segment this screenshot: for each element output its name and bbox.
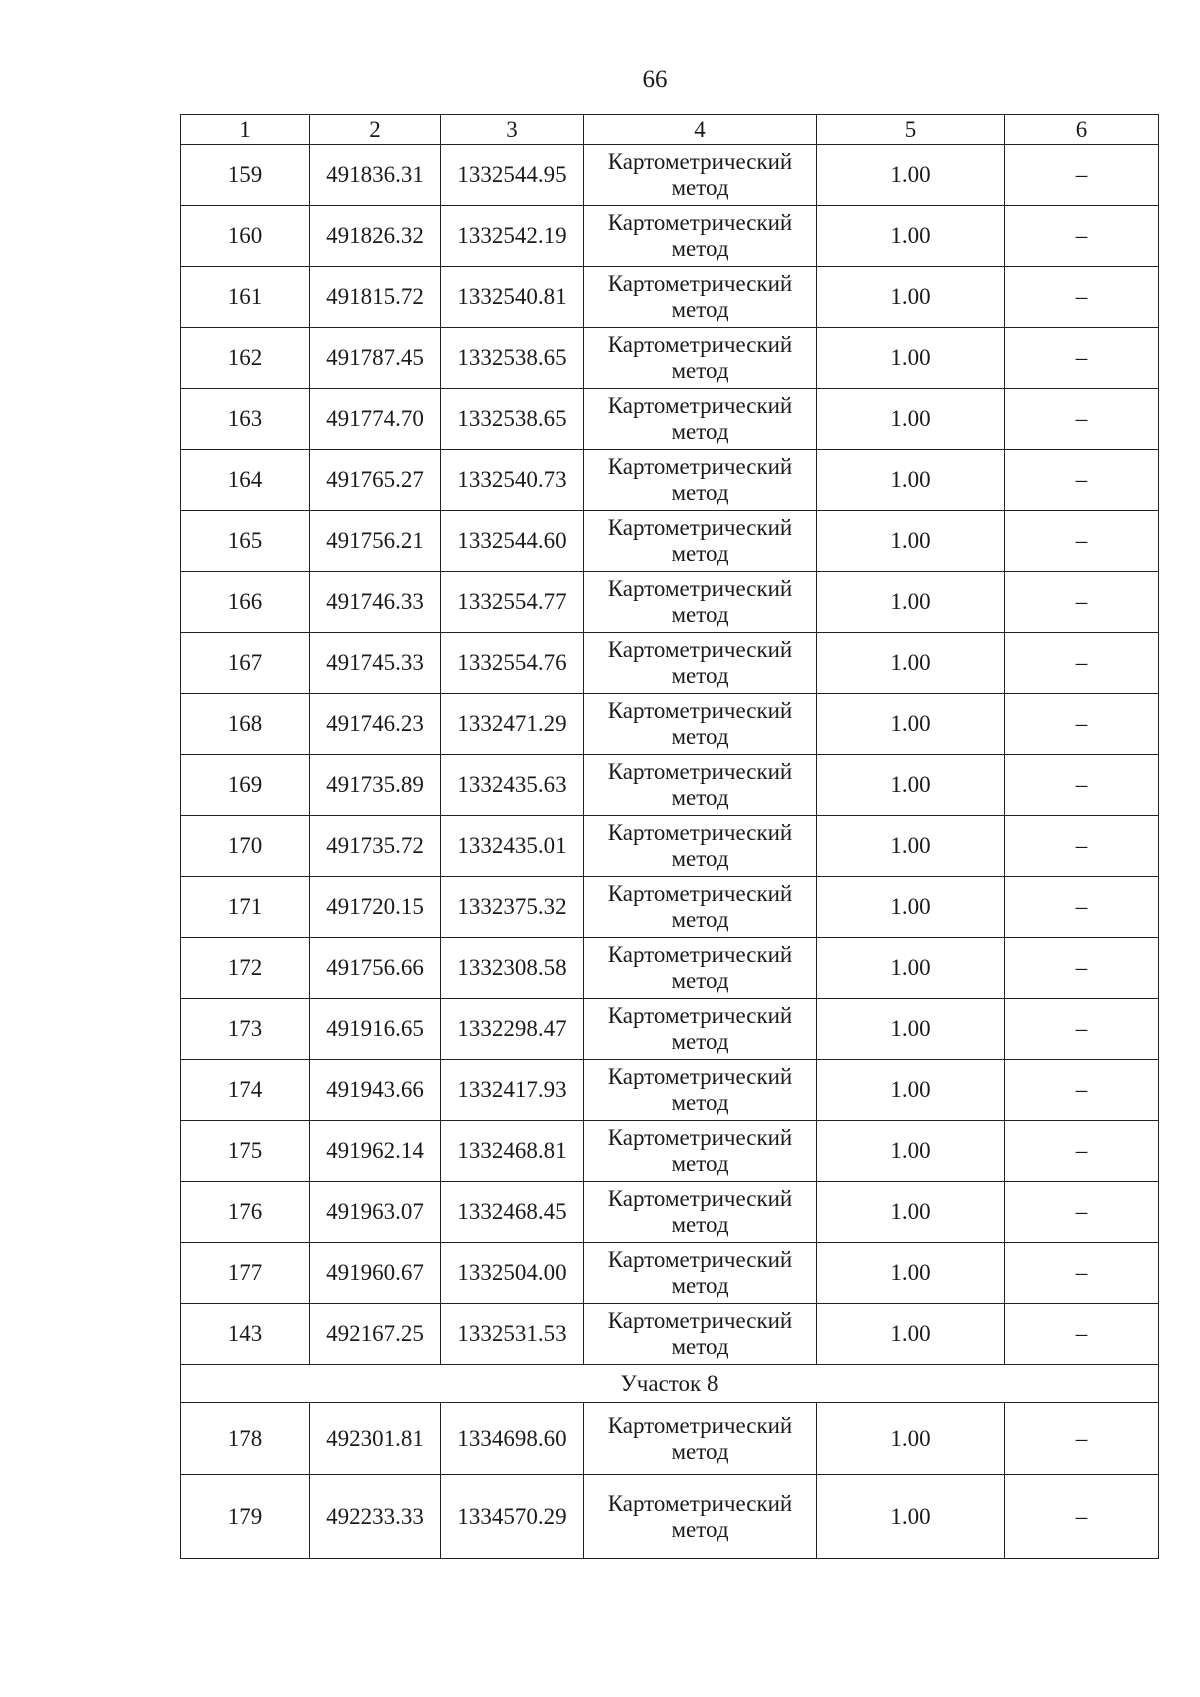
note-cell: – — [1005, 1182, 1159, 1243]
table-row — [181, 1182, 1159, 1243]
x-coordinate-cell: 492167.25 — [310, 1304, 441, 1365]
table-row — [181, 1060, 1159, 1121]
method-cell — [584, 1182, 817, 1243]
point-number-cell: 179 — [181, 1475, 310, 1559]
table-row — [181, 1403, 1159, 1475]
accuracy-cell: 1.00 — [817, 511, 1005, 572]
x-coordinate-cell: 491746.33 — [310, 572, 441, 633]
point-number-cell: 143 — [181, 1304, 310, 1365]
table-row — [181, 938, 1159, 999]
x-coordinate-cell: 491826.32 — [310, 206, 441, 267]
y-coordinate-cell: 1334570.29 — [441, 1475, 584, 1559]
note-cell: – — [1005, 328, 1159, 389]
method-cell — [584, 633, 817, 694]
accuracy-cell: 1.00 — [817, 1121, 1005, 1182]
method-line-2: метод — [671, 724, 729, 749]
method-cell — [584, 877, 817, 938]
point-number-cell: 162 — [181, 328, 310, 389]
method-line-2: метод — [671, 968, 729, 993]
x-coordinate-cell: 491960.67 — [310, 1243, 441, 1304]
x-coordinate-cell: 492233.33 — [310, 1475, 441, 1559]
method-line-2: метод — [671, 1212, 729, 1237]
table-row — [181, 511, 1159, 572]
method-cell — [584, 206, 817, 267]
x-coordinate-cell: 491765.27 — [310, 450, 441, 511]
accuracy-cell: 1.00 — [817, 999, 1005, 1060]
note-cell: – — [1005, 694, 1159, 755]
method-line-1: Картометрический — [607, 576, 793, 601]
column-header: 1 — [181, 115, 310, 145]
y-coordinate-cell: 1332531.53 — [441, 1304, 584, 1365]
y-coordinate-cell: 1332298.47 — [441, 999, 584, 1060]
note-cell: – — [1005, 511, 1159, 572]
table-row — [181, 1121, 1159, 1182]
method-cell — [584, 572, 817, 633]
note-cell: – — [1005, 1060, 1159, 1121]
note-cell: – — [1005, 816, 1159, 877]
method-line-2: метод — [671, 846, 729, 871]
method-line-2: метод — [671, 663, 729, 688]
method-cell — [584, 1243, 817, 1304]
method-line-1: Картометрический — [607, 759, 793, 784]
x-coordinate-cell: 491787.45 — [310, 328, 441, 389]
point-number-cell: 172 — [181, 938, 310, 999]
method-line-1: Картометрический — [607, 1412, 793, 1438]
point-number-cell: 169 — [181, 755, 310, 816]
method-line-1: Картометрический — [607, 515, 793, 540]
point-number-cell: 174 — [181, 1060, 310, 1121]
accuracy-cell: 1.00 — [817, 633, 1005, 694]
method-cell — [584, 1403, 817, 1475]
point-number-cell: 173 — [181, 999, 310, 1060]
y-coordinate-cell: 1332540.81 — [441, 267, 584, 328]
note-cell: – — [1005, 267, 1159, 328]
accuracy-cell: 1.00 — [817, 1243, 1005, 1304]
x-coordinate-cell: 491943.66 — [310, 1060, 441, 1121]
accuracy-cell: 1.00 — [817, 572, 1005, 633]
note-cell: – — [1005, 572, 1159, 633]
y-coordinate-cell: 1332554.76 — [441, 633, 584, 694]
table-row — [181, 389, 1159, 450]
method-line-1: Картометрический — [607, 1490, 793, 1516]
point-number-cell: 176 — [181, 1182, 310, 1243]
accuracy-cell: 1.00 — [817, 1304, 1005, 1365]
column-header: 3 — [441, 115, 584, 145]
table-row — [181, 816, 1159, 877]
note-cell: – — [1005, 389, 1159, 450]
accuracy-cell: 1.00 — [817, 328, 1005, 389]
x-coordinate-cell: 491916.65 — [310, 999, 441, 1060]
method-line-2: метод — [671, 541, 729, 566]
method-line-2: метод — [671, 480, 729, 505]
y-coordinate-cell: 1334698.60 — [441, 1403, 584, 1475]
header-row — [181, 115, 1159, 145]
method-line-2: метод — [671, 1334, 729, 1359]
x-coordinate-cell: 492301.81 — [310, 1403, 441, 1475]
x-coordinate-cell: 491815.72 — [310, 267, 441, 328]
method-line-1: Картометрический — [607, 942, 793, 967]
y-coordinate-cell: 1332504.00 — [441, 1243, 584, 1304]
accuracy-cell: 1.00 — [817, 938, 1005, 999]
table-row — [181, 572, 1159, 633]
method-line-2: метод — [671, 1438, 729, 1464]
accuracy-cell: 1.00 — [817, 1060, 1005, 1121]
method-cell — [584, 816, 817, 877]
method-line-1: Картометрический — [607, 1186, 793, 1211]
accuracy-cell: 1.00 — [817, 450, 1005, 511]
x-coordinate-cell: 491962.14 — [310, 1121, 441, 1182]
point-number-cell: 170 — [181, 816, 310, 877]
section-row — [181, 1365, 1159, 1403]
method-line-2: метод — [671, 1151, 729, 1176]
y-coordinate-cell: 1332544.60 — [441, 511, 584, 572]
accuracy-cell: 1.00 — [817, 816, 1005, 877]
y-coordinate-cell: 1332468.81 — [441, 1121, 584, 1182]
accuracy-cell: 1.00 — [817, 877, 1005, 938]
method-cell — [584, 694, 817, 755]
y-coordinate-cell: 1332542.19 — [441, 206, 584, 267]
y-coordinate-cell: 1332375.32 — [441, 877, 584, 938]
method-line-2: метод — [671, 236, 729, 261]
method-cell — [584, 999, 817, 1060]
method-line-2: метод — [671, 297, 729, 322]
point-number-cell: 161 — [181, 267, 310, 328]
note-cell: – — [1005, 938, 1159, 999]
table-row — [181, 1304, 1159, 1365]
method-line-1: Картометрический — [607, 1125, 793, 1150]
y-coordinate-cell: 1332538.65 — [441, 328, 584, 389]
method-line-2: метод — [671, 785, 729, 810]
method-line-2: метод — [671, 1029, 729, 1054]
accuracy-cell: 1.00 — [817, 145, 1005, 206]
accuracy-cell: 1.00 — [817, 1182, 1005, 1243]
point-number-cell: 159 — [181, 145, 310, 206]
method-line-2: метод — [671, 1273, 729, 1298]
point-number-cell: 168 — [181, 694, 310, 755]
method-line-2: метод — [671, 1090, 729, 1115]
note-cell: – — [1005, 145, 1159, 206]
method-cell — [584, 1121, 817, 1182]
point-number-cell: 163 — [181, 389, 310, 450]
accuracy-cell: 1.00 — [817, 267, 1005, 328]
y-coordinate-cell: 1332468.45 — [441, 1182, 584, 1243]
method-cell — [584, 755, 817, 816]
method-cell — [584, 1304, 817, 1365]
accuracy-cell: 1.00 — [817, 389, 1005, 450]
method-line-2: метод — [671, 358, 729, 383]
method-cell — [584, 145, 817, 206]
method-line-1: Картометрический — [607, 1003, 793, 1028]
note-cell: – — [1005, 1403, 1159, 1475]
y-coordinate-cell: 1332544.95 — [441, 145, 584, 206]
note-cell: – — [1005, 450, 1159, 511]
note-cell: – — [1005, 1121, 1159, 1182]
method-line-1: Картометрический — [607, 1308, 793, 1333]
method-line-1: Картометрический — [607, 454, 793, 479]
x-coordinate-cell: 491745.33 — [310, 633, 441, 694]
section-title: Участок 8 — [181, 1365, 1159, 1403]
method-cell — [584, 1475, 817, 1559]
method-line-2: метод — [671, 1516, 729, 1542]
point-number-cell: 178 — [181, 1403, 310, 1475]
table-row — [181, 633, 1159, 694]
y-coordinate-cell: 1332308.58 — [441, 938, 584, 999]
method-cell — [584, 938, 817, 999]
accuracy-cell: 1.00 — [817, 755, 1005, 816]
point-number-cell: 164 — [181, 450, 310, 511]
y-coordinate-cell: 1332471.29 — [441, 694, 584, 755]
table-row — [181, 267, 1159, 328]
method-cell — [584, 328, 817, 389]
method-line-2: метод — [671, 175, 729, 200]
method-cell — [584, 267, 817, 328]
method-line-1: Картометрический — [607, 210, 793, 235]
table-row — [181, 755, 1159, 816]
method-line-1: Картометрический — [607, 332, 793, 357]
method-line-1: Картометрический — [607, 149, 793, 174]
note-cell: – — [1005, 877, 1159, 938]
method-line-1: Картометрический — [607, 1247, 793, 1272]
table-row — [181, 328, 1159, 389]
table-row — [181, 145, 1159, 206]
table-row — [181, 999, 1159, 1060]
y-coordinate-cell: 1332540.73 — [441, 450, 584, 511]
y-coordinate-cell: 1332554.77 — [441, 572, 584, 633]
method-line-1: Картометрический — [607, 881, 793, 906]
table-row — [181, 877, 1159, 938]
accuracy-cell: 1.00 — [817, 1475, 1005, 1559]
point-number-cell: 167 — [181, 633, 310, 694]
column-header: 2 — [310, 115, 441, 145]
method-cell — [584, 450, 817, 511]
note-cell: – — [1005, 999, 1159, 1060]
x-coordinate-cell: 491963.07 — [310, 1182, 441, 1243]
method-line-2: метод — [671, 602, 729, 627]
point-number-cell: 177 — [181, 1243, 310, 1304]
method-line-1: Картометрический — [607, 637, 793, 662]
column-header: 5 — [817, 115, 1005, 145]
x-coordinate-cell: 491836.31 — [310, 145, 441, 206]
x-coordinate-cell: 491774.70 — [310, 389, 441, 450]
accuracy-cell: 1.00 — [817, 206, 1005, 267]
column-header: 4 — [584, 115, 817, 145]
method-line-1: Картометрический — [607, 1064, 793, 1089]
coordinates-table — [180, 114, 1159, 1559]
method-line-1: Картометрический — [607, 271, 793, 296]
y-coordinate-cell: 1332538.65 — [441, 389, 584, 450]
table-row — [181, 450, 1159, 511]
method-line-1: Картометрический — [607, 820, 793, 845]
y-coordinate-cell: 1332435.01 — [441, 816, 584, 877]
point-number-cell: 175 — [181, 1121, 310, 1182]
table-row — [181, 206, 1159, 267]
note-cell: – — [1005, 1304, 1159, 1365]
method-line-2: метод — [671, 907, 729, 932]
method-line-1: Картометрический — [607, 393, 793, 418]
x-coordinate-cell: 491735.72 — [310, 816, 441, 877]
method-line-1: Картометрический — [607, 698, 793, 723]
point-number-cell: 166 — [181, 572, 310, 633]
method-cell — [584, 511, 817, 572]
accuracy-cell: 1.00 — [817, 694, 1005, 755]
note-cell: – — [1005, 755, 1159, 816]
x-coordinate-cell: 491735.89 — [310, 755, 441, 816]
page-number: 66 — [642, 66, 668, 93]
x-coordinate-cell: 491746.23 — [310, 694, 441, 755]
x-coordinate-cell: 491756.66 — [310, 938, 441, 999]
note-cell: – — [1005, 1243, 1159, 1304]
y-coordinate-cell: 1332435.63 — [441, 755, 584, 816]
y-coordinate-cell: 1332417.93 — [441, 1060, 584, 1121]
table-row — [181, 694, 1159, 755]
point-number-cell: 165 — [181, 511, 310, 572]
x-coordinate-cell: 491720.15 — [310, 877, 441, 938]
x-coordinate-cell: 491756.21 — [310, 511, 441, 572]
method-cell — [584, 1060, 817, 1121]
method-line-2: метод — [671, 419, 729, 444]
table-row — [181, 1475, 1159, 1559]
note-cell: – — [1005, 1475, 1159, 1559]
method-cell — [584, 389, 817, 450]
note-cell: – — [1005, 206, 1159, 267]
point-number-cell: 160 — [181, 206, 310, 267]
accuracy-cell: 1.00 — [817, 1403, 1005, 1475]
point-number-cell: 171 — [181, 877, 310, 938]
column-header: 6 — [1005, 115, 1159, 145]
note-cell: – — [1005, 633, 1159, 694]
table-row — [181, 1243, 1159, 1304]
